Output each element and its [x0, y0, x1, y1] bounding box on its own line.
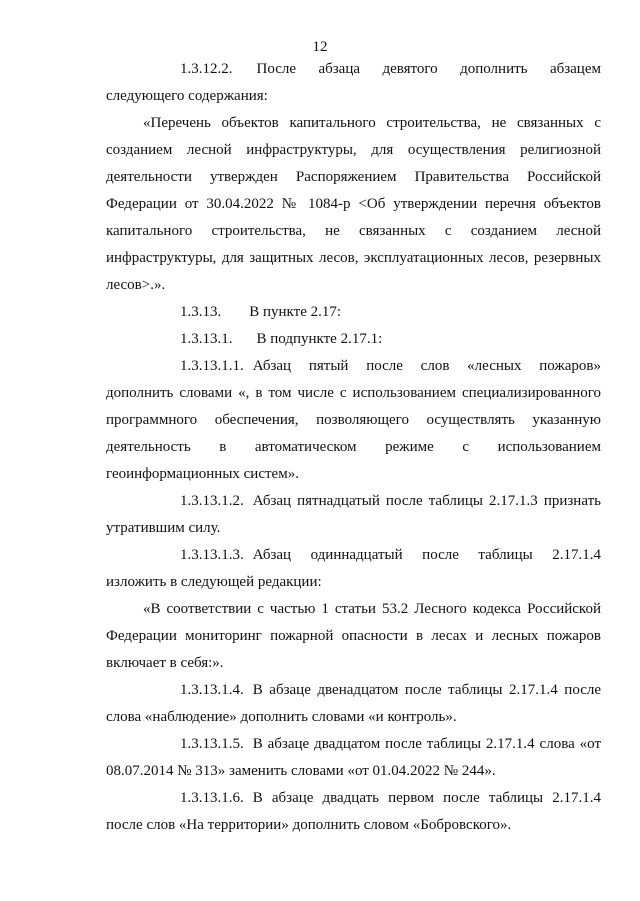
paragraph-text: Абзац пятый после слов «лесных пожаров» дополнить словами «, в том числе с использованием специализированного программного обеспечения, позволяющего осуществлять указанную деятельность в автоматическом режиме с использованием геоинформационных систем».: [106, 358, 601, 482]
paragraph-number: 1.3.13.: [180, 304, 222, 320]
paragraph-text: «В соответствии с частью 1 статьи 53.2 Лесного кодекса Российской Федерации мониторинг пожарной опасности в лесах и лесных пожаров включает в себя:».: [106, 601, 601, 671]
paragraph-1-3-13-1-1: [106, 353, 601, 488]
paragraph-text: В пункте 2.17:: [249, 304, 342, 320]
paragraph-number: 1.3.13.1.3.: [180, 547, 244, 563]
paragraph-number: 1.3.13.1.5.: [180, 736, 244, 752]
paragraph-1-3-13-1-6: [106, 785, 601, 839]
paragraph-number: 1.3.13.1.1.: [180, 358, 244, 374]
paragraph-1-3-13-1-4: [106, 677, 601, 731]
paragraph-1-3-13-1-3: [106, 542, 601, 596]
paragraph-1-3-12-2: [106, 56, 601, 110]
paragraph-text: В абзаце двадцатом после таблицы 2.17.1.4 слова «от 08.07.2014 № 313» заменить словами «от 01.04.2022 № 244».: [106, 736, 601, 779]
document-body: [106, 56, 601, 839]
paragraph-1-3-13-1-5: [106, 731, 601, 785]
paragraph-quote-monitoring: [106, 596, 601, 677]
paragraph-text: После абзаца девятого дополнить абзацем следующего содержания:: [106, 61, 601, 104]
paragraph-quote-perechen: [106, 110, 601, 299]
paragraph-number: 1.3.12.2.: [180, 61, 233, 77]
page-number: 12: [312, 39, 328, 55]
paragraph-text: В абзаце двадцать первом после таблицы 2.17.1.4 после слов «На территории» дополнить словом «Бобровского».: [106, 790, 601, 833]
paragraph-number: 1.3.13.1.4.: [180, 682, 244, 698]
paragraph-text: Абзац пятнадцатый после таблицы 2.17.1.3 признать утратившим силу.: [106, 493, 601, 536]
paragraph-text: В подпункте 2.17.1:: [256, 331, 383, 347]
paragraph-number: 1.3.13.1.: [180, 331, 233, 347]
paragraph-1-3-13-1: [106, 326, 601, 353]
paragraph-text: «Перечень объектов капитального строительства, не связанных с созданием лесной инфраструктуры, для осуществления религиозной деятельности утвержден Распоряжением Правительства Российской Федерации от 30.04.2022 № 1084-р <Об утверждении перечня объектов капитального строительства, не связанных с созданием лесной инфраструктуры, для защитных лесов, эксплуатационных лесов, резервных лесов>.».: [106, 115, 601, 293]
paragraph-text: В абзаце двенадцатом после таблицы 2.17.1.4 после слова «наблюдение» дополнить словами «и контроль».: [106, 682, 601, 725]
paragraph-text: Абзац одиннадцатый после таблицы 2.17.1.4 изложить в следующей редакции:: [106, 547, 601, 590]
paragraph-number: 1.3.13.1.2.: [180, 493, 244, 509]
paragraph-1-3-13-1-2: [106, 488, 601, 542]
paragraph-1-3-13: [106, 299, 601, 326]
paragraph-number: 1.3.13.1.6.: [180, 790, 244, 806]
